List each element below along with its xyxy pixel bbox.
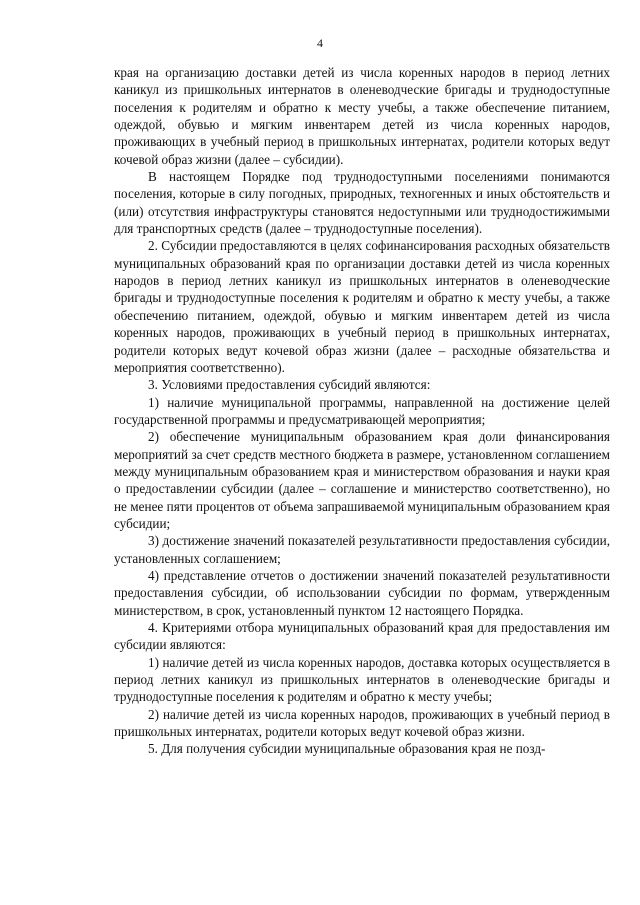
paragraph-remote-settlements-definition: В настоящем Порядке под труднодоступными поселениями понимаются поселения, которые в силу погодных, природных, техногенных и иных обстоятельств и (или) отсутствия инфраструктуры становятся недоступными или труднодостижимыми для транспортных средств (далее – труднодоступные поселения). [114, 169, 610, 237]
paragraph-5-start: 5. Для получения субсидии муниципальные образования края не позд- [148, 741, 546, 757]
paragraph-4-criteria-heading: 4. Критериями отбора муниципальных образований края для предоставления им субсидии являются: [114, 620, 610, 653]
criteria-item-1: 1) наличие детей из числа коренных народов, доставка которых осуществляется в период летних каникул из пришкольных интернатов в оленеводческие бригады и труднодоступные поселения к родителям и обратно к месту учебы; [114, 654, 610, 705]
condition-item-4: 4) представление отчетов о достижении значений показателей результативности предоставления субсидии, об использовании субсидии по формам, утвержденным министерством, в срок, установленный пунктом 12 настоящего Порядка. [114, 567, 610, 618]
paragraph-1-continuation: края на организацию доставки детей из числа коренных народов в период летних каникул из пришкольных интернатов в оленеводческие бригады и труднодоступные поселения к родителям и обратно к месту учебы, а также обеспечение питанием, одеждой, обувью и мягким инвентарем детей из числа коренных народов, проживающих в учебный период в пришкольных интернатах, родители которых ведут кочевой образ жизни (далее – субсидии). [114, 65, 610, 167]
condition-item-3: 3) достижение значений показателей результативности предоставления субсидии, установленных соглашением; [114, 533, 610, 566]
condition-item-1: 1) наличие муниципальной программы, направленной на достижение целей государственной программы и предусматривающей мероприятия; [114, 394, 610, 427]
paragraph-2-purpose: 2. Субсидии предоставляются в целях софинансирования расходных обязательств муниципальных образований края по организации доставки детей из числа коренных народов в период летних каникул из пришкольных интернатов в оленеводческие бригады и труднодоступные поселения к родителям и обратно к месту учебы, а также обеспечению питанием, одеждой, обувью и мягким инвентарем детей из числа коренных народов, проживающих в учебный период в пришкольных интернатах, родители которых ведут кочевой образ жизни (далее – расходные обязательства и мероприятия соответственно). [114, 238, 610, 375]
paragraph-3-conditions-heading: 3. Условиями предоставления субсидий являются: [148, 377, 431, 393]
document-body [114, 64, 610, 758]
condition-item-2: 2) обеспечение муниципальным образованием края доли финансирования мероприятий за счет средств местного бюджета в размере, установленном соглашением между муниципальным образованием края и министерством образования и науки края о предоставлении субсидии (далее – соглашение и министерство соответственно), но не менее пяти процентов от объема запрашиваемой муниципальным образованием края субсидии; [114, 429, 610, 531]
criteria-item-2: 2) наличие детей из числа коренных народов, проживающих в учебный период в пришкольных интернатах, родители которых ведут кочевой образ жизни. [114, 706, 610, 740]
page-number: 4 [317, 36, 323, 50]
